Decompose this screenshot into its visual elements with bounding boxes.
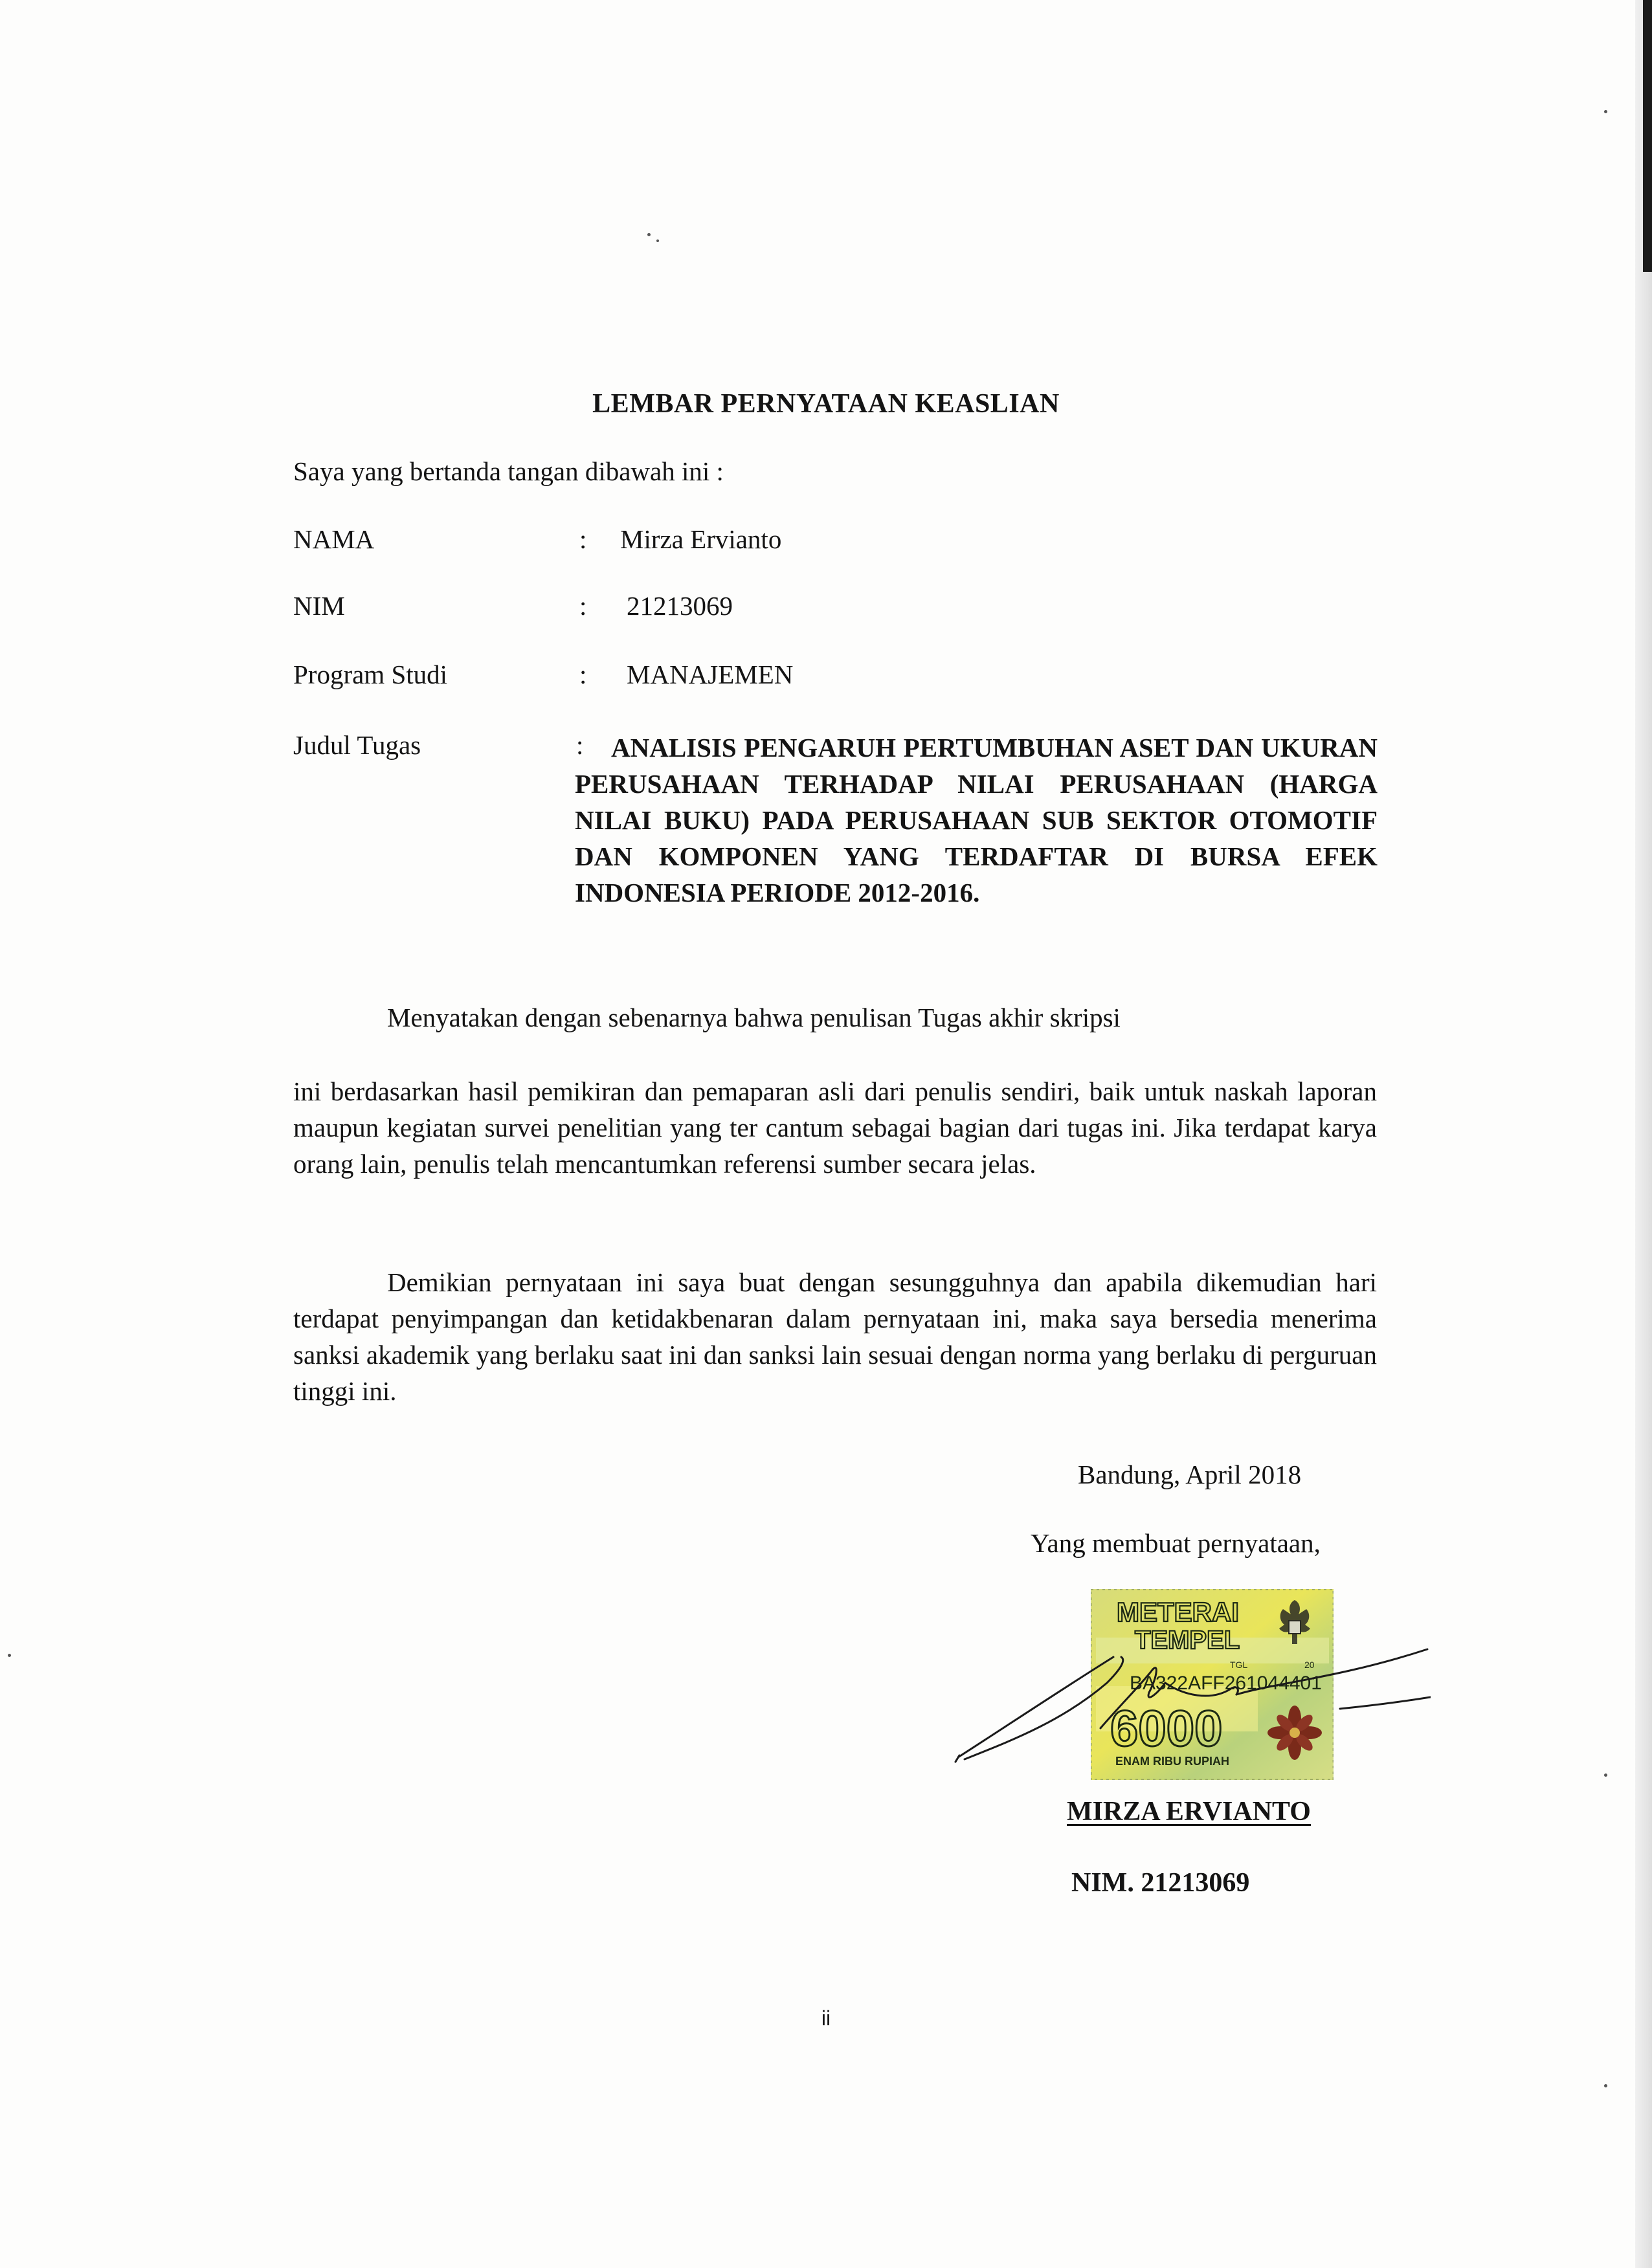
document-title: LEMBAR PERNYATAAN KEASLIAN: [592, 389, 1060, 419]
field-label: NIM: [293, 591, 345, 621]
field-row-program-studi: [293, 659, 1394, 698]
field-colon: :: [576, 730, 584, 760]
field-label: NAMA: [293, 524, 375, 554]
field-colon: :: [579, 591, 587, 621]
signer-name: MIRZA ERVIANTO: [1067, 1797, 1311, 1827]
scan-speck: [1604, 2084, 1607, 2087]
scan-edge-shadow: [1643, 0, 1652, 272]
field-row-nim: [293, 590, 1394, 629]
scan-speck: [647, 233, 651, 236]
stamp-serial: BA322AFF261044401: [1130, 1673, 1322, 1694]
stamp-tgl-num: 20: [1304, 1660, 1315, 1670]
signer-caption: Yang membuat pernyataan,: [1031, 1528, 1321, 1558]
field-colon: :: [579, 524, 587, 554]
field-value-nim: 21213069: [627, 591, 733, 621]
scan-speck: [656, 239, 659, 242]
statement-lead: Menyatakan dengan sebenarnya bahwa penulisan Tugas akhir skripsi: [387, 1003, 1121, 1032]
signer-nim: NIM. 21213069: [1071, 1868, 1250, 1898]
stamp-tgl: TGL: [1230, 1660, 1248, 1670]
scan-edge: [1635, 0, 1652, 2268]
field-value-nama: Mirza Ervianto: [620, 524, 782, 554]
page-number: ii: [821, 2007, 831, 2030]
scan-speck: [1604, 110, 1607, 113]
field-value-program-studi: MANAJEMEN: [627, 660, 794, 689]
closing-paragraph: Demikian pernyataan ini saya buat dengan sesungguhnya dan apabila dikemudian hari terdapat penyimpangan dan ketidakbenaran dalam pernyataan ini, maka saya bersedia menerima sanksi akademik yang berlaku saat ini dan sanksi lain sesuai dengan norma yang berlaku di perguruan tinggi ini.: [293, 1267, 1377, 1406]
field-row-nama: [293, 524, 1394, 562]
field-value-judul-tugas: ANALISIS PENGARUH PERTUMBUHAN ASET DAN UKURAN PERUSAHAAN TERHADAP NILAI PERUSAHAAN (HARGA NILAI BUKU) PADA PERUSAHAAN SUB SEKTOR OTOMOTIF DAN KOMPONEN YANG TERDAFTAR DI BURSA EFEK INDONESIA PERIODE 2012-2016.: [575, 733, 1378, 907]
intro-text: Saya yang bertanda tangan dibawah ini :: [293, 456, 724, 486]
scan-speck: [1604, 1773, 1607, 1777]
stamp-line1: METERAI: [1117, 1597, 1239, 1627]
handwritten-signature: [952, 1644, 1431, 1773]
scan-speck: [8, 1654, 11, 1657]
field-label: Judul Tugas: [293, 730, 421, 760]
stamp-value: 6000: [1110, 1700, 1223, 1757]
stamp-words: ENAM RIBU RUPIAH: [1115, 1755, 1230, 1768]
field-label: Program Studi: [293, 660, 448, 689]
place-date: Bandung, April 2018: [1078, 1460, 1302, 1489]
stamp-line2: TEMPEL: [1135, 1626, 1240, 1654]
statement-body: ini berdasarkan hasil pemikiran dan pemaparan asli dari penulis sendiri, baik untuk naskah laporan maupun kegiatan survei penelitian yang ter cantum sebagai bagian dari tugas ini. Jika terdapat karya orang lain, penulis telah mencantumkan referensi sumber secara jelas.: [293, 1076, 1377, 1179]
field-colon: :: [579, 660, 587, 689]
